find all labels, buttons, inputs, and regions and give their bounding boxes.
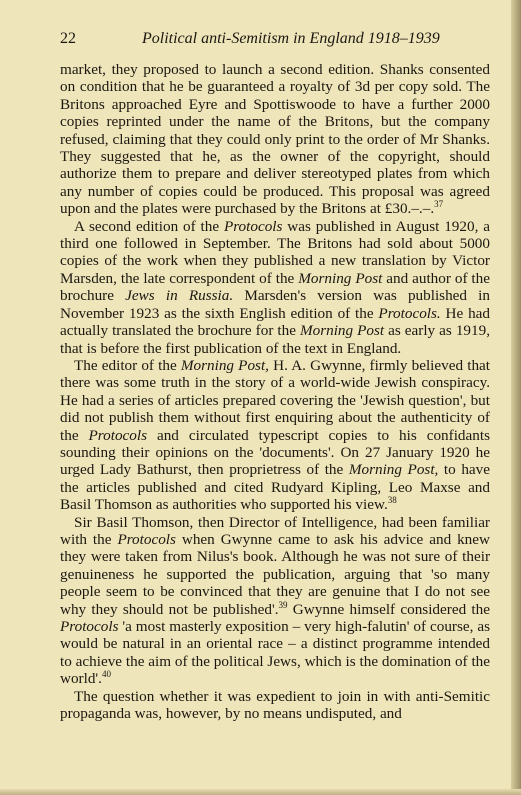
- text-run: H. A. Gwynne, firmly believed that there was some truth in the story of a world-wide Jewish conspiracy. He had a series of articles prepared covering the 'Jewish question', but did not publish them without first enquiring about the authenticity of the: [60, 356, 490, 444]
- text-run: and circulated typescript copies to his confidants sounding their opinions on the 'documents'. On 27 January 1920 he urged Lady Bathurst, then proprietress of the: [60, 426, 490, 479]
- page-bottom-edge: [0, 789, 521, 795]
- italic-text: Protocols: [88, 426, 148, 444]
- text-run: Sir Basil Thomson, then Director of Intelligence, had been familiar with the: [60, 513, 490, 548]
- italic-text: Protocols.: [378, 304, 441, 322]
- footnote-marker: 40: [101, 669, 111, 680]
- paragraph: [60, 218, 490, 357]
- text-run: as early as 1919, that is before the first publication of the text in England.: [60, 322, 490, 357]
- paragraph: [60, 688, 490, 723]
- italic-text: Morning Post,: [180, 356, 269, 374]
- italic-text: Protocols: [60, 618, 119, 635]
- italic-text: Protocols: [223, 217, 283, 235]
- paragraph: [60, 357, 490, 514]
- body-text: [60, 61, 490, 722]
- text-run: market, they proposed to launch a second edition. Shanks consented on condition that he be guaranteed a royalty of 3d per copy sold. The Britons approached Eyre and Spottiswoode to have a further 2000 copies reprinted under the name of the Britons, but the company refused, claiming that they could only print to the order of Mr Shanks. They suggested that he, as the owner of the copyright, should authorize them to prepare and deliver stereotyped plates from which any number of copies could be produced. This proposal was agreed upon and the plates were purchased by the Britons at £30.–.–.: [60, 61, 490, 218]
- footnote-marker: 37: [434, 199, 444, 210]
- text-run: Marsden's version was published in November 1923 as the sixth English edition of the: [60, 287, 490, 322]
- paragraph: [60, 61, 490, 218]
- running-title: Political anti-Semitism in England 1918–1939: [142, 30, 440, 47]
- text-run: when Gwynne came to ask his advice and knew they were taken from Nilus's book. Although he was not sure of their genuineness he supported the publication, arguing that 'so many people seem to be convinced that they are genuine that I do not see why they should not be published'.: [60, 530, 490, 618]
- page-number: 22: [60, 30, 76, 47]
- text-run: was published in August 1920, a third one followed in September. The Britons had sold about 5000 copies of the work when they published a new translation by Victor Marsden, the late correspondent of the: [60, 217, 490, 287]
- text-run: A second edition of the: [74, 217, 224, 235]
- text-run: Gwynne himself considered the: [287, 600, 490, 618]
- italic-text: Morning Post: [298, 269, 383, 287]
- text-run: 'a most masterly exposition – very high-falutin' of course, as would be natural in an oriental race – a distinct programme intended to achieve the aim of the political Jews, which is the domination of the world'.: [60, 618, 490, 688]
- footnote-marker: 39: [278, 599, 288, 610]
- italic-text: Morning Post,: [348, 461, 439, 479]
- text-run: The editor of the: [74, 356, 181, 374]
- italic-text: Protocols: [117, 530, 176, 548]
- text-run: to have the articles published and cited Rudyard Kipling, Leo Maxse and Basil Thomson as authorities who supported his view.: [60, 461, 490, 514]
- page-edge-shadow: [511, 0, 521, 795]
- text-run: The question whether it was expedient to join in with anti-Semitic propaganda was, however, by no means undisputed, and: [60, 687, 490, 723]
- page-header: [60, 26, 490, 52]
- text-run: He had actually translated the brochure for the: [60, 304, 491, 340]
- italic-text: Morning Post: [299, 322, 385, 340]
- footnote-marker: 38: [387, 495, 397, 506]
- text-run: and author of the brochure: [60, 269, 490, 305]
- italic-text: Jews in Russia.: [125, 287, 234, 305]
- paragraph: [60, 514, 490, 688]
